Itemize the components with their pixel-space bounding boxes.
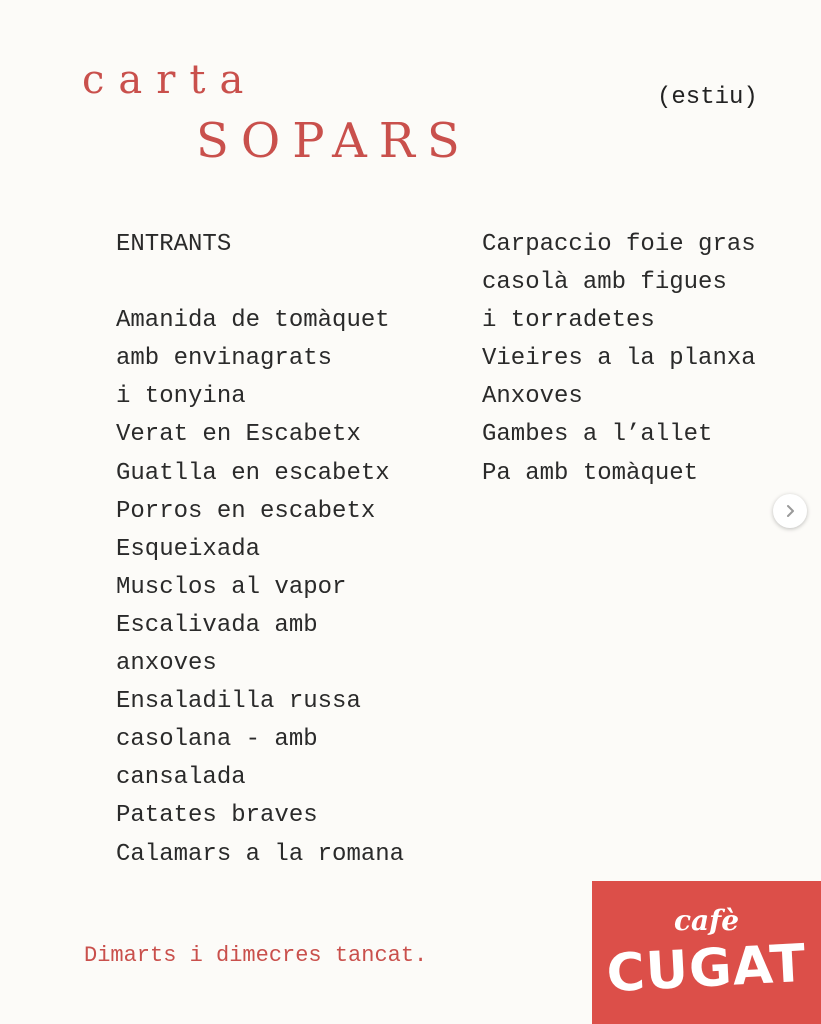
menu-line: amb envinagrats [116,345,333,373]
menu-title-small: carta [82,57,258,103]
menu-line: Esqueixada [116,535,261,563]
menu-line: i tonyina [116,383,246,411]
next-slide-button[interactable] [773,494,807,528]
menu-line: Patates braves [116,802,318,830]
menu-line: cansalada [116,764,246,792]
menu-line: Verat en Escabetx [116,421,361,449]
menu-line: Calamars a la romana [116,840,405,868]
menu-line: Carpaccio foie gras [482,231,756,258]
menu-line: anxoves [116,650,217,678]
menu-title-large: SOPARS [196,113,472,169]
season-label: (estiu) [657,84,758,111]
menu-column-right [482,226,756,493]
menu-line: i torradetes [482,307,655,335]
menu-line: casolana - amb [116,726,318,754]
logo-small-text: cafè [673,904,740,937]
menu-line: Escalivada amb [116,611,318,639]
menu-line: Pa amb tomàquet [482,459,699,487]
menu-line: Amanida de tomàquet [116,307,390,335]
menu-line: Gambes a l’allet [482,421,713,449]
section-heading: ENTRANTS [116,231,232,258]
menu-line: Porros en escabetx [116,497,376,525]
cafe-cugat-logo [592,881,821,1024]
logo-large-text: CUGAT [605,933,808,1005]
closed-days-note: Dimarts i dimecres tancat. [84,943,428,968]
menu-line: Guatlla en escabetx [116,459,390,487]
menu-line: casolà amb figues [482,269,727,297]
menu-line: Vieires a la planxa [482,345,756,373]
menu-line: Anxoves [482,383,583,411]
menu-line: Ensaladilla russa [116,688,361,716]
spacer [116,264,404,302]
menu-line: Musclos al vapor [116,573,347,601]
menu-column-left [116,226,404,874]
chevron-right-icon [783,504,797,518]
